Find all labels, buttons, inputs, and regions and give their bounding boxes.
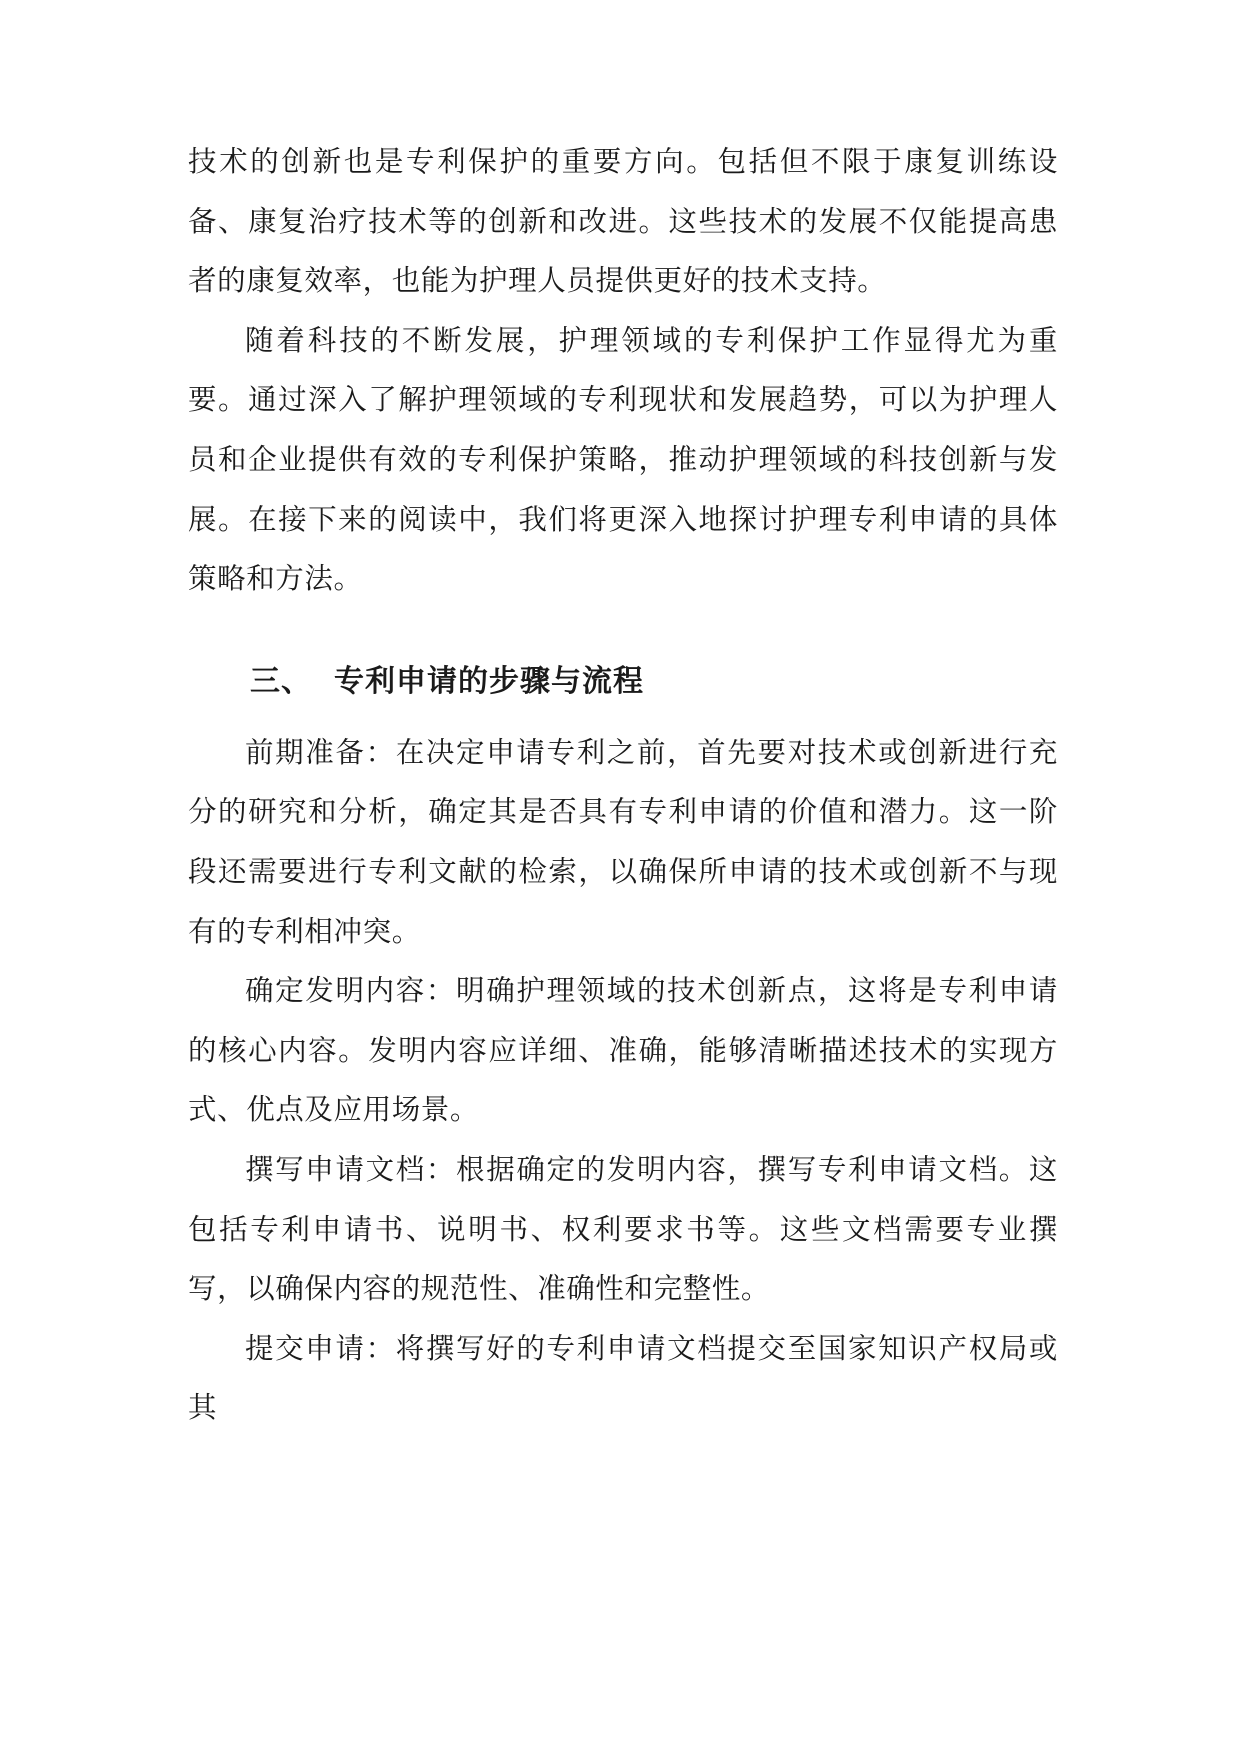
- paragraph-submit-application: 提交申请：将撰写好的专利申请文档提交至国家知识产权局或其: [188, 1331, 1058, 1425]
- paragraph-invention-content: 确定发明内容：明确护理领域的技术创新点，这将是专利申请的核心内容。发明内容应详细、准确，能够清晰描述技术的实现方式、优点及应用场景。: [188, 974, 1058, 1127]
- paragraph-continued-innovation: 技术的创新也是专利保护的重要方向。包括但不限于康复训练设备、康复治疗技术等的创新和改进。这些技术的发展不仅能提高患者的康复效率，也能为护理人员提供更好的技术支持。: [188, 145, 1058, 298]
- section-number: 三、: [250, 663, 312, 699]
- section-heading: [250, 641, 1058, 723]
- document-body: [188, 132, 1058, 1438]
- paragraph-write-documents: 撰写申请文档：根据确定的发明内容，撰写专利申请文档。这包括专利申请书、说明书、权利要求书等。这些文档需要专业撰写，以确保内容的规范性、准确性和完整性。: [188, 1152, 1058, 1306]
- paragraph-preparation: 前期准备：在决定申请专利之前，首先要对技术或创新进行充分的研究和分析，确定其是否具有专利申请的价值和潜力。这一阶段还需要进行专利文献的检索，以确保所申请的技术或创新不与现有的专利相冲突。: [188, 735, 1058, 948]
- paragraph-patent-importance: 随着科技的不断发展，护理领域的专利保护工作显得尤为重要。通过深入了解护理领域的专利现状和发展趋势，可以为护理人员和企业提供有效的专利保护策略，推动护理领域的科技创新与发展。在接下来的阅读中，我们将更深入地探讨护理专利申请的具体策略和方法。: [188, 323, 1058, 596]
- section-title: 专利申请的步骤与流程: [334, 663, 644, 699]
